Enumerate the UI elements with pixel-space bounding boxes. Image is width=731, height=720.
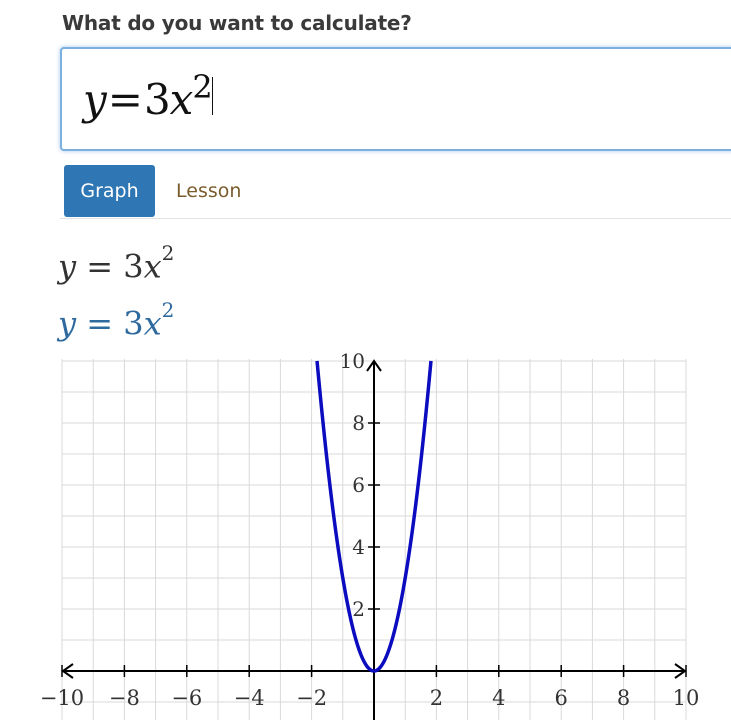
tab-graph[interactable]: Graph: [64, 165, 155, 217]
calculate-prompt: What do you want to calculate?: [62, 11, 412, 35]
tab-lesson[interactable]: Lesson: [176, 180, 242, 202]
input-equals: =: [107, 75, 142, 124]
graph-ticks: [40, 349, 700, 710]
eq2-coef: 3: [123, 304, 144, 343]
y-tick-label: 4: [352, 535, 365, 559]
x-tick-label: −8: [108, 686, 140, 710]
input-lhs: y: [83, 75, 106, 124]
eq2-lhs: y: [58, 304, 77, 343]
input-var: x: [169, 75, 193, 124]
x-tick-label: 2: [429, 686, 444, 710]
eq1-coef: 3: [123, 247, 144, 286]
eq1-var: x: [143, 247, 162, 286]
x-tick-label: 10: [672, 686, 700, 710]
x-tick-label: 4: [492, 686, 506, 710]
x-tick-label: 8: [616, 686, 631, 710]
eq2-var: x: [143, 304, 162, 343]
eq2-equals: =: [86, 304, 114, 343]
input-exp: 2: [192, 68, 212, 106]
y-tick-label: 6: [352, 473, 365, 497]
input-coef: 3: [143, 75, 170, 124]
x-tick-label: −4: [233, 686, 265, 710]
eq1-exp: 2: [161, 241, 175, 265]
y-tick-label: 8: [352, 411, 365, 435]
y-tick-label: 10: [339, 349, 365, 373]
x-tick-label: −10: [39, 686, 85, 710]
eq1-lhs: y: [58, 247, 77, 286]
x-tick-label: −2: [296, 686, 328, 710]
x-tick-label: −6: [171, 686, 203, 710]
eq1-equals: =: [86, 247, 114, 286]
y-tick-label: 2: [352, 597, 365, 621]
eq2-exp: 2: [161, 298, 175, 322]
x-tick-label: 6: [554, 686, 568, 710]
